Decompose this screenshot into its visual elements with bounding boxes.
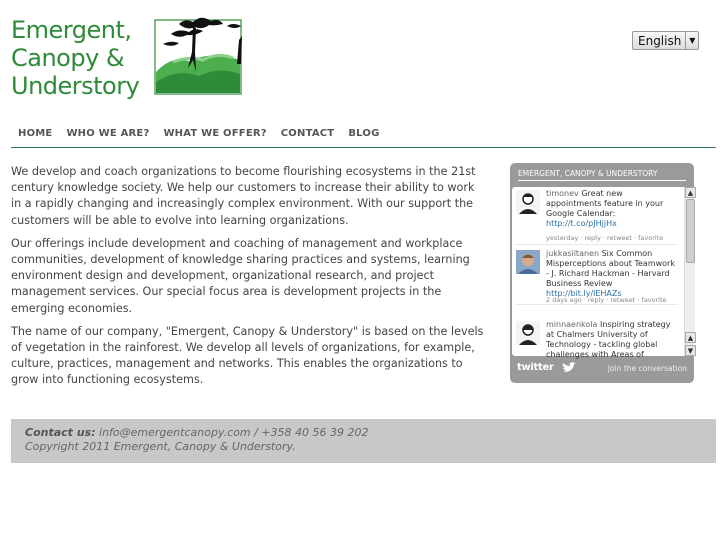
twitter-widget: [510, 163, 694, 383]
main-nav: [11, 125, 716, 148]
avatar[interactable]: [516, 321, 540, 345]
scroll-up-icon[interactable]: ▲: [685, 332, 696, 343]
tweet-user[interactable]: jukkasiltanen: [546, 249, 600, 258]
twitter-bird-icon: [562, 362, 576, 374]
twitter-logo[interactable]: twitter: [517, 362, 554, 373]
tweet-list: [512, 187, 694, 359]
chevron-down-icon: ▼: [689, 36, 696, 45]
nav-who-we-are[interactable]: WHO WE ARE?: [66, 128, 150, 139]
language-select[interactable]: [632, 31, 699, 50]
tweet-text: Great new appointments feature in your Google Calendar:: [546, 189, 664, 218]
offerings-paragraph: Our offerings include development and coaching of management and workplace communities, development of knowledge sharing practices and systems, learning environment design and development, organizational research, and project management services. Our special focus area is development projects in the emerging economies.: [11, 236, 470, 315]
logo-wordmark: [11, 16, 139, 100]
scrollbar-thumb[interactable]: [686, 199, 695, 263]
tweet-item: [516, 187, 678, 245]
tweet-text: Six Common Misperceptions about Teamwork - J. Richard Hackman - Harvard Business Review: [546, 249, 675, 288]
scroll-up-icon[interactable]: ▲: [685, 187, 696, 198]
nav-blog[interactable]: BLOG: [348, 128, 380, 139]
tweet-meta[interactable]: 2 days ago · reply · retweet · favorite: [546, 296, 667, 304]
main-content: [11, 164, 487, 396]
tweet-link[interactable]: http://t.co/pJHjjHx: [546, 219, 617, 228]
tweet-user[interactable]: minnaenkola: [546, 320, 598, 329]
rainforest-tree-icon: [133, 12, 251, 96]
twitter-widget-footer: [517, 362, 687, 376]
page-footer: [11, 419, 716, 463]
tweet-link[interactable]: http://bit.ly/lEHAZs: [546, 289, 622, 298]
logo-line-1: Emergent,: [11, 16, 132, 44]
tweet-meta[interactable]: yesterday · reply · retweet · favorite: [546, 234, 664, 242]
tweet-text: Inspiring strategy at Chalmers University of Technology - tackling global challenges with Areas of: [546, 320, 671, 359]
nav-contact[interactable]: CONTACT: [280, 128, 335, 139]
intro-paragraph: We develop and coach organizations to become flourishing ecosystems in the 21st century knowledge society. We help our customers to increase their ability to work in a rapidly changing and increasingly complex environment. With our support the customers will be able to evolve into learning organizations.: [11, 165, 476, 227]
twitter-widget-title[interactable]: EMERGENT, CANOPY & UNDERSTORY: [518, 169, 686, 181]
avatar[interactable]: [516, 190, 540, 214]
tweet-item: [516, 247, 678, 305]
language-selected: English: [633, 32, 686, 49]
nav-what-we-offer[interactable]: WHAT WE OFFER?: [163, 128, 267, 139]
logo-line-2: Canopy &: [11, 44, 125, 72]
avatar[interactable]: [516, 250, 540, 274]
tweet-item: [516, 318, 678, 358]
logo-line-3: Understory: [11, 72, 140, 100]
tweet-list-scrollbar[interactable]: [684, 187, 695, 356]
nav-home[interactable]: HOME: [18, 128, 53, 139]
footer-copyright: Copyright 2011 Emergent, Canopy & Understory.: [25, 440, 296, 453]
footer-contact-value[interactable]: info@emergentcanopy.com / +358 40 56 39 202: [99, 426, 369, 439]
tweet-user[interactable]: timonev: [546, 189, 579, 198]
join-conversation-link[interactable]: Join the conversation: [607, 364, 687, 373]
company-name-paragraph: The name of our company, "Emergent, Canopy & Understory" is based on the levels of vegetation in the rainforest. We develop all levels of organizations, for example, culture, practices, management and networks. This enables the organizations to grow into functioning ecosystems.: [11, 324, 484, 387]
scroll-down-icon[interactable]: ▼: [685, 345, 696, 356]
footer-contact: [25, 426, 702, 440]
site-logo[interactable]: [11, 12, 251, 104]
footer-contact-label: Contact us:: [25, 426, 96, 439]
